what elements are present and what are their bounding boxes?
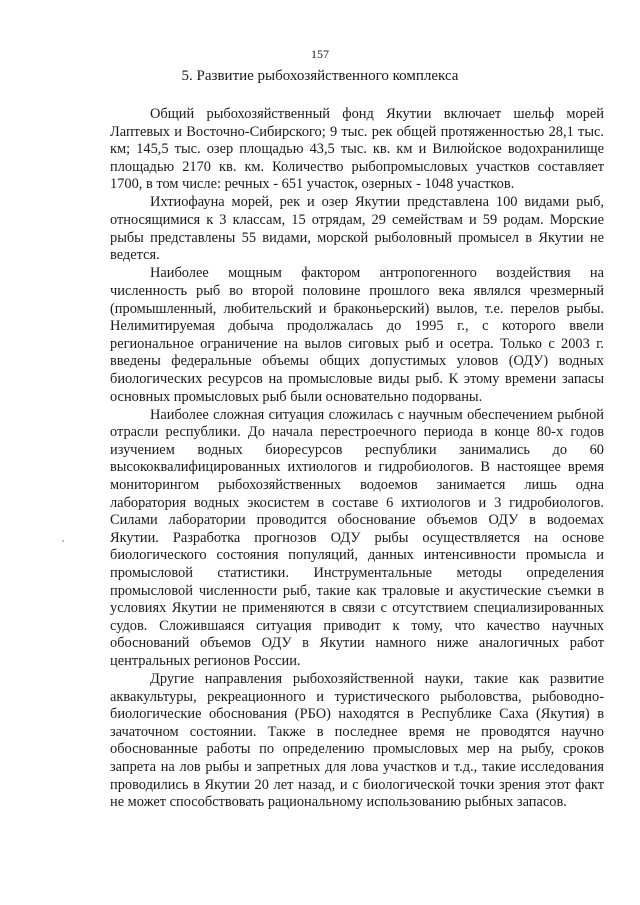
page-number: 157 — [311, 47, 329, 61]
section-title: 5. Развитие рыбохозяйственного комплекса — [181, 68, 459, 84]
paragraph-science: Наиболее сложная ситуация сложилась с научным обеспечением рыбной отрасли республики. До начала перестроечного периода в конце 80-х годов изучением водных биоресурсов республики занимались до 60 высококвалифицированных ихтиологов и гидробиологов. В настоящее время мониторингом рыбохозяйственных водоемов занимается лишь одна лаборатория водных экосистем в составе 6 ихтиологов и 3 гидробиологов. Силами лаборатории проводится обоснование объемов ОДУ в водоемах Якутии. Разработка прогнозов ОДУ рыбы осуществляется на основе биологического состояния популяций, данных интенсивности промысла и промысловой статистики. Инструментальные методы определения промысловой численности рыб, такие как траловые и акустические съемки в условиях Якутии не применяются в связи с отсутствием специализированных судов. Сложившаяся ситуация приводит к тому, что качество научных обоснований объемов ОДУ в Якутии намного ниже аналогичных работ центральных регионов России. — [110, 406, 604, 669]
paragraph-other-directions: Другие направления рыбохозяйственной науки, такие как развитие аквакультуры, рекреационного и туристического рыболовства, рыбоводно-биологические обоснования (РБО) находятся в Республике Саха (Якутия) в зачаточном состоянии. Также в последнее время не проводятся научно обоснованные работы по определению промысловых мер на рыбу, сроков запрета на лов рыбы и запретных для лова участков и т.д., такие исследования проводились в Якутии 20 лет назад, и с биологической точки зрения этот факт не может способствовать рациональному использованию рыбных запасов. — [110, 671, 604, 811]
paragraph-fund: Общий рыбохозяйственный фонд Якутии включает шельф морей Лаптевых и Восточно-Сибирского; 9 тыс. рек общей протяженностью 28,1 тыс. км; 145,5 тыс. озер площадью 43,5 тыс. кв. км и Вилюйское водохранилище площадью 2170 кв. км. Количество рыбопромысловых участков составляет 1700, в том числе: речных - 651 участок, озерных - 1048 участков. — [110, 106, 604, 193]
paragraph-overfishing: Наиболее мощным фактором антропогенного воздействия на численность рыб во второй половине прошлого века являлся чрезмерный (промышленный, любительский и браконьерский) вылов, т.е. перелов рыбы. Нелимитируемая добыча продолжалась до 1995 г., с которого ввели региональное ограничение на вылов сиговых рыб и осетра. Только с 2003 г. введены федеральные объемы общих допустимых уловов (ОДУ) водных биологических ресурсов на промысловые виды рыб. К этому времени запасы основных промысловых рыб были основательно подорваны. — [110, 265, 604, 405]
scan-speck — [62, 540, 64, 542]
paragraph-ichthyofauna: Ихтиофауна морей, рек и озер Якутии представлена 100 видами рыб, относящимися к 3 классам, 15 отрядам, 29 семействам и 59 родам. Морские рыбы представлены 55 видами, морской рыболовный промысел в Якутии не ведется. — [110, 194, 604, 264]
body-text — [110, 106, 604, 812]
